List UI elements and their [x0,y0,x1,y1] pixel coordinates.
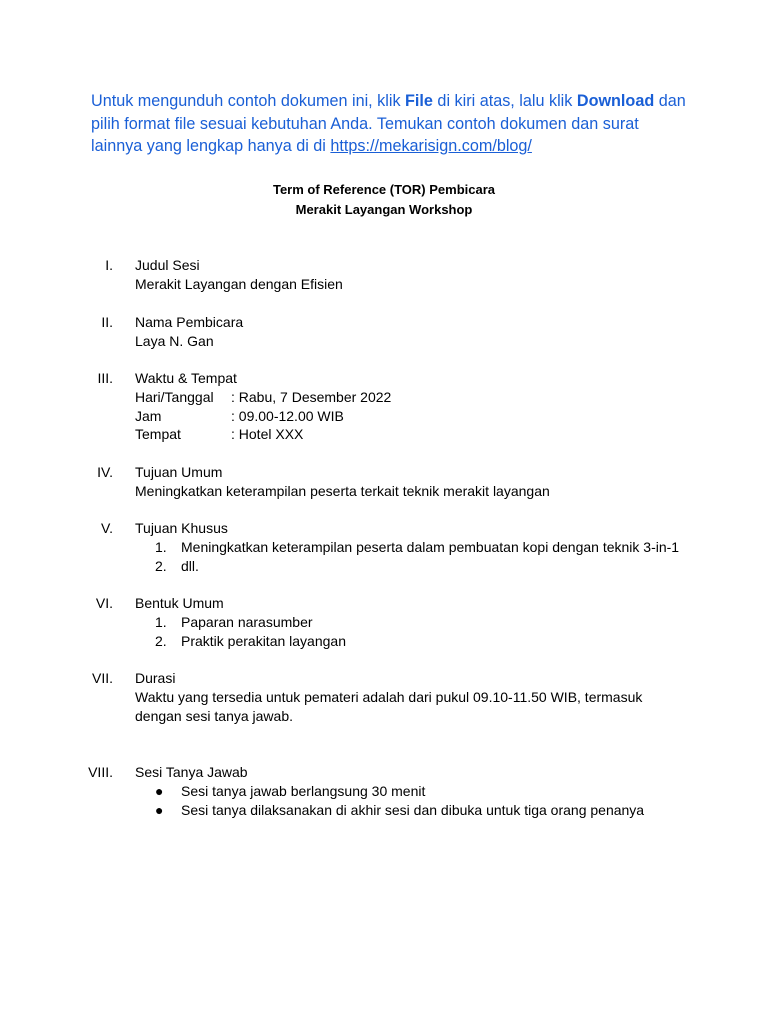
download-keyword: Download [576,92,655,110]
list-item [135,801,695,820]
intro-text-3: dan pilih format file sesuai kebutuhan Anda. Temukan contoh dokumen dan surat lainnya yang lengkap hanya di di [91,92,686,155]
intro-text-1: Untuk mengunduh contoh dokumen ini, klik [91,92,406,110]
download-instructions [91,90,691,158]
list-marker: 2. [155,632,167,649]
list-item [135,613,695,632]
section-number: V. [101,520,113,536]
file-keyword: File [405,92,433,110]
blog-link[interactable]: https://mekarisign.com/blog/ [330,137,532,155]
list-text: Sesi tanya dilaksanakan di akhir sesi dan dibuka untuk tiga orang penanya [181,801,645,818]
bullet-marker: ● [155,782,164,799]
section-heading: Tujuan Khusus [135,520,228,536]
list-item [135,782,695,801]
list-text: Meningkatkan keterampilan peserta dalam pembuatan kopi dengan teknik 3-in-1 [181,538,680,555]
section-heading: Tujuan Umum [135,464,223,480]
list-text: Paparan narasumber [181,613,313,630]
section-heading: Durasi [135,670,176,686]
section-number: VI. [95,595,113,611]
section-text: Meningkatkan keterampilan peserta terkait teknik merakit layangan [135,482,550,499]
list-marker: 2. [155,557,167,574]
section-heading: Judul Sesi [135,257,200,273]
list-text: Sesi tanya jawab berlangsung 30 menit [181,782,426,799]
list-text: Praktik perakitan layangan [181,632,346,649]
section-text: dengan sesi tanya jawab. [135,707,293,724]
bullet-marker: ● [155,801,164,818]
section-number: VII. [91,670,113,686]
document-title: Term of Reference (TOR) Pembicara [272,182,496,197]
list-marker: 1. [155,538,167,555]
list-marker: 1. [155,613,167,630]
section-number: VIII. [88,764,113,780]
schedule-table [135,388,695,444]
section-text: Merakit Layangan dengan Efisien [135,275,343,292]
schedule-value: : 09.00-12.00 WIB [231,407,344,424]
section-text: Laya N. Gan [135,332,214,349]
schedule-label: Tempat [135,426,181,443]
section-number: II. [101,314,113,330]
section-heading: Sesi Tanya Jawab [135,764,248,780]
list-text: dll. [181,557,199,574]
section-number: IV. [97,464,113,480]
section-heading: Nama Pembicara [135,314,244,330]
schedule-label: Hari/Tanggal [135,388,214,405]
section-number: III. [97,370,113,386]
section-number: I. [105,257,113,273]
document-subtitle: Merakit Layangan Workshop [295,202,473,217]
list-item [135,538,695,557]
list-item [135,557,695,576]
schedule-value: : Rabu, 7 Desember 2022 [231,388,392,405]
section-heading: Bentuk Umum [135,595,224,611]
schedule-value: : Hotel XXX [231,426,304,443]
section-text: Waktu yang tersedia untuk pemateri adalah dari pukul 09.10-11.50 WIB, termasuk [135,688,643,705]
section-heading: Waktu & Tempat [135,370,237,386]
schedule-label: Jam [135,407,162,424]
intro-text-2: di kiri atas, lalu klik [432,92,577,110]
list-item [135,632,695,651]
